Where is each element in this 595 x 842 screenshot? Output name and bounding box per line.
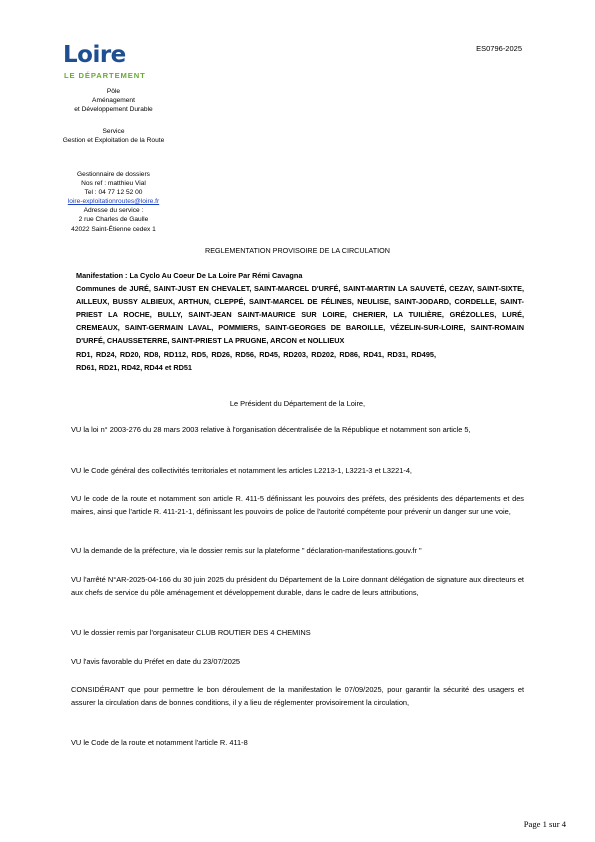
loire-logo xyxy=(63,42,149,82)
paragraph-code-route: VU le code de la route et notamment son article R. 411-5 définissant les pouvoirs des préfets, des présidents des départements et des maires, ainsi que l'article R. 411-21-1, définissant les pouvoirs de police de l'autorité compétente pour prévenir un danger sur une voie, xyxy=(71,494,524,517)
manifestation-name: Manifestation : La Cyclo Au Coeur De La Loire Par Rémi Cavagna xyxy=(76,271,303,280)
contact-block xyxy=(30,170,197,234)
president-line: Le Président du Département de la Loire, xyxy=(229,399,366,408)
address-line-1: Adresse du service : xyxy=(83,207,144,215)
communes-list: Communes de JURÉ, SAINT-JUST EN CHEVALET, SAINT-MARCEL D'URFÉ, SAINT-MARTIN LA SAUVETÉ, CEZAY, SAINT-SIXTE, AILLEUX, BUSSY ALBIEUX, ARTHUN, CLEPPÉ, SAINT-MARCEL DE FÉLINES, NEULISE, SAINT-JODARD, CORDELLE, SAINT-PRIEST LA ROCHE, BULLY, SAINT-JEAN SAINT-MAURICE SUR LOIRE, CHERIER, LA TUILIÈRE, GRÉZOLLES, LURÉ, CREMEAUX, SAINT-GERMAIN LAVAL, POMMIERS, SAINT-GEORGES DE BAROILLE, VÉZELIN-SUR-LOIRE, SAINT-ROMAIN D'URFÉ, CHAUSSETERRE, SAINT-PRIEST LA PRUGNE, ARCON et NOLLIEUX xyxy=(76,284,524,346)
service-line-2: Gestion et Exploitation de la Route xyxy=(62,137,165,145)
paragraph-loi-2003: VU la loi n° 2003-276 du 28 mars 2003 relative à l'organisation décentralisée de la République et notamment son article 5, xyxy=(71,425,471,434)
pole-line-1: Pôle xyxy=(106,88,121,95)
paragraph-considerant: CONSIDÉRANT que pour permettre le bon déroulement de la manifestation le 07/09/2025, pour garantir la sécurité des usagers et assurer la circulation dans de bonnes conditions, il y a lieu de réglementer provisoirement la circulation, xyxy=(71,685,524,708)
service-line-1: Service xyxy=(102,128,125,135)
manifestation-block xyxy=(76,269,524,374)
paragraph-avis-prefet: VU l'avis favorable du Préfet en date du 23/07/2025 xyxy=(71,657,241,666)
paragraph-demande-prefecture: VU la demande de la préfecture, via le dossier remis sur la plateforme " déclaration-manifestations.gouv.fr " xyxy=(71,546,422,555)
address-line-3: 42022 Saint-Étienne cedex 1 xyxy=(71,225,156,233)
service-block xyxy=(30,127,197,145)
logo-wordmark: Loire xyxy=(63,42,126,68)
address-line-2: 2 rue Charles de Gaulle xyxy=(78,216,149,224)
contact-line-1: Gestionnaire de dossiers xyxy=(77,171,150,178)
pole-block xyxy=(30,87,197,114)
paragraph-arrete-delegation: VU l'arrêté N°AR-2025-04-166 du 30 juin 2025 du président du Département de la Loire donnant délégation de signature aux directeurs et aux chefs de service du pôle aménagement et développement durable, dans le cadre de leurs attributions, xyxy=(71,575,524,598)
paragraph-cgct: VU le Code général des collectivités territoriales et notamment les articles L2213-1, L3221-3 et L3221-4, xyxy=(71,466,412,475)
document-title: REGLEMENTATION PROVISOIRE DE LA CIRCULATION xyxy=(205,246,390,255)
pole-line-2: Aménagement xyxy=(92,97,135,105)
routes-list: RD1, RD24, RD20, RD8, RD112, RD5, RD26, RD56, RD45, RD203, RD202, RD86, RD41, RD31, RD495, RD61, RD21, RD42, RD44 et RD51 xyxy=(76,349,436,372)
email-link[interactable]: loire-exploitationroutes@loire.fr xyxy=(67,198,160,206)
paragraph-dossier-organisateur: VU le dossier remis par l'organisateur CLUB ROUTIER DES 4 CHEMINS xyxy=(71,628,311,637)
logo-subtitle: LE DÉPARTEMENT xyxy=(64,71,146,80)
page-number: Page 1 sur 4 xyxy=(523,819,566,829)
contact-line-3: Tel : 04 77 12 52 00 xyxy=(84,189,143,197)
pole-line-3: et Développement Durable xyxy=(74,106,153,114)
document-reference: ES0796-2025 xyxy=(476,44,522,53)
paragraph-article-r411-8: VU le Code de la route et notamment l'article R. 411-8 xyxy=(71,738,248,747)
contact-line-2: Nos ref : matthieu Vial xyxy=(81,180,146,188)
